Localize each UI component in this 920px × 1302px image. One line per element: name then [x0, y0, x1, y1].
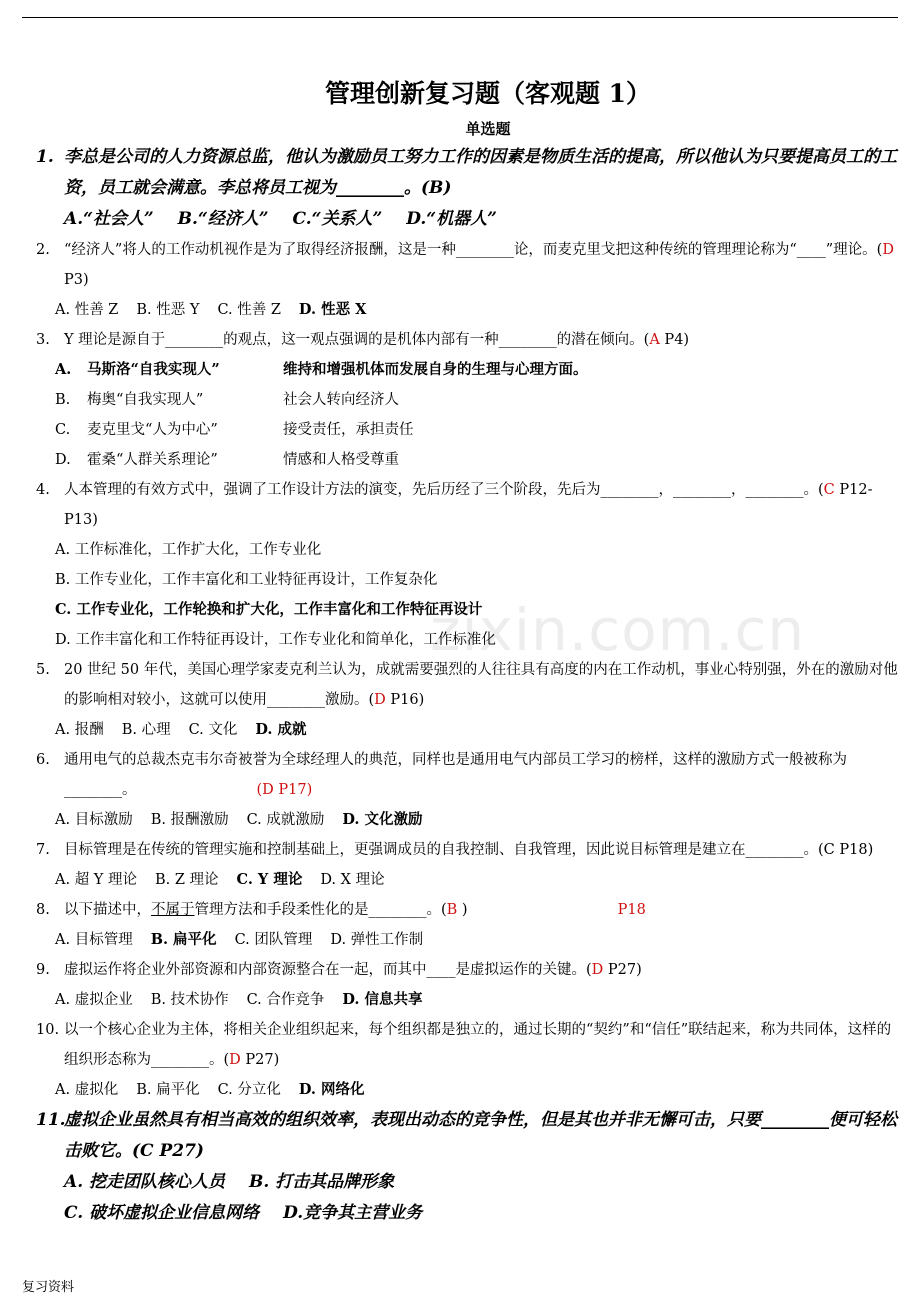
question-number: 3.	[36, 332, 50, 348]
option-a: A. 报酬	[55, 722, 104, 738]
option-d: D. 性恶 X	[298, 301, 367, 318]
page-title: 管理创新复习题（客观题 1）	[324, 79, 652, 108]
page-reference: P18	[617, 902, 646, 918]
question-stem: “经济人”将人的工作动机视作是为了取得经济报酬，这是一种________论，而麦克里戈把这种传统的管理理论称为“____”理论。(D P3)	[64, 242, 894, 288]
question-11	[36, 1105, 900, 1229]
option-a: A. 目标管理	[55, 932, 133, 948]
option-b: B. 打击其品牌形象	[249, 1172, 395, 1192]
section-title: 单选题	[465, 120, 511, 138]
option-d: D. 信息共享	[342, 991, 423, 1008]
option-b: B. 报酬激励	[150, 812, 229, 828]
header-rule	[22, 17, 898, 18]
option-c: C. 文化	[188, 722, 238, 738]
question-9	[36, 955, 900, 1015]
answer-key: (D P17)	[256, 782, 313, 798]
watermark: zixin.com.cn	[430, 596, 806, 664]
option-a: A. 工作标准化，工作扩大化，工作专业化	[55, 542, 322, 558]
option-b: B.“经济人”	[177, 209, 269, 229]
question-number: 1.	[36, 147, 54, 167]
option-c: C. 麦克里戈“人为中心” 接受责任，承担责任	[55, 422, 414, 438]
question-7	[36, 835, 900, 895]
question-stem: 以一个核心企业为主体，将相关企业组织起来，每个组织都是独立的，通过长期的“契约”和“信任”联结起来，称为共同体，这样的组织形态称为________。(D P27)	[64, 1022, 892, 1068]
question-stem: Y 理论是源自于________的观点，这一观点强调的是机体内部有一种________的潜在倾向。(A P4)	[64, 332, 690, 348]
option-c: C. 工作专业化，工作轮换和扩大化，工作丰富化和工作特征再设计	[55, 601, 483, 618]
question-number: 11.	[36, 1110, 66, 1130]
option-c: C. 团队管理	[234, 932, 313, 948]
question-stem: 人本管理的有效方式中，强调了工作设计方法的演变，先后历经了三个阶段，先后为________，________，________。(C P12-P13)	[64, 482, 873, 528]
answer-key: C	[823, 482, 835, 498]
option-d: D.“机器人”	[406, 209, 497, 229]
question-stem: 虚拟运作将企业外部资源和内部资源整合在一起，而其中____是虚拟运作的关键。(D P27)	[64, 962, 642, 978]
option-b: B. 性恶 Y	[136, 302, 200, 318]
question-4	[36, 475, 900, 655]
option-c: C. 成就激励	[246, 812, 325, 828]
option-c: C. 破坏虚拟企业信息网络	[64, 1203, 260, 1223]
option-a: A. 性善 Z	[55, 302, 119, 318]
option-b: B. 梅奥“自我实现人” 社会人转向经济人	[55, 392, 399, 408]
option-a: A.“社会人”	[64, 209, 154, 229]
question-stem: 李总是公司的人力资源总监，他认为激励员工努力工作的因素是物质生活的提高，所以他认为只要提高员工的工资，员工就会满意。李总将员工视为________。(B)	[64, 147, 897, 198]
option-a: A. 虚拟企业	[55, 992, 133, 1008]
option-d: D.竞争其主营业务	[283, 1203, 423, 1223]
option-b: B. Z 理论	[154, 872, 219, 888]
option-d: D. 成就	[255, 721, 307, 738]
option-b: B. 技术协作	[150, 992, 229, 1008]
option-c: C. 分立化	[217, 1082, 281, 1098]
answer-key: D	[229, 1052, 241, 1068]
question-number: 6.	[36, 752, 50, 768]
document-body	[36, 72, 900, 1229]
question-stem: 通用电气的总裁杰克韦尔奇被誉为全球经理人的典范，同样也是通用电气内部员工学习的榜样，这样的激励方式一般被称为________。 (D P17)	[64, 752, 847, 798]
question-5	[36, 655, 900, 745]
question-stem: 目标管理是在传统的管理实施和控制基础上，更强调成员的自我控制、自我管理，因此说目标管理是建立在________。(C P18)	[64, 842, 874, 858]
option-b: B. 工作专业化，工作丰富化和工业特征再设计，工作复杂化	[55, 572, 438, 588]
question-number: 7.	[36, 842, 50, 858]
option-a: A. 超 Y 理论	[55, 872, 137, 888]
option-d: D. X 理论	[320, 872, 385, 888]
question-stem: 以下描述中，不属于管理方法和手段柔性化的是________。(B ) P18	[64, 902, 646, 918]
footer-label: 复习资料	[22, 1280, 75, 1295]
option-d: D. 文化激励	[342, 811, 423, 828]
option-b: B. 心理	[121, 722, 171, 738]
option-d: D. 弹性工作制	[330, 932, 424, 948]
option-a: A. 马斯洛“自我实现人” 维持和增强机体而发展自身的生理与心理方面。	[55, 361, 588, 378]
option-b: B. 扁平化	[150, 931, 217, 948]
question-number: 4.	[36, 482, 50, 498]
answer-key: D	[374, 692, 386, 708]
answer-key: D	[591, 962, 604, 978]
option-d: D. 网络化	[298, 1081, 365, 1098]
question-6	[36, 745, 900, 835]
question-2	[36, 235, 900, 325]
answer-key: D	[882, 242, 894, 258]
option-d: D. 工作丰富化和工作特征再设计，工作专业化和简单化，工作标准化	[55, 632, 496, 648]
option-a: A. 虚拟化	[55, 1082, 119, 1098]
answer-key: B	[446, 902, 458, 918]
question-3	[36, 325, 900, 475]
question-number: 10.	[36, 1022, 60, 1038]
question-stem: 20 世纪 50 年代，美国心理学家麦克利兰认为，成就需要强烈的人往往具有高度的内在工作动机，事业心特别强，外在的激励对他的影响相对较小，这就可以使用________激励。(D P16)	[64, 662, 898, 708]
question-number: 8.	[36, 902, 50, 918]
option-c: C. 合作竞争	[246, 992, 325, 1008]
question-number: 9.	[36, 962, 50, 978]
option-c: C. 性善 Z	[217, 302, 281, 318]
option-c: C. Y 理论	[236, 871, 303, 888]
option-a: A. 目标激励	[55, 812, 133, 828]
question-8	[36, 895, 900, 955]
question-10	[36, 1015, 900, 1105]
option-a: A. 挖走团队核心人员	[64, 1172, 226, 1192]
question-number: 2.	[36, 242, 50, 258]
question-1	[36, 142, 900, 235]
answer-key: A	[649, 332, 660, 348]
option-c: C.“关系人”	[292, 209, 383, 229]
option-d: D. 霍桑“人群关系理论” 情感和人格受尊重	[55, 452, 399, 468]
option-b: B. 扁平化	[136, 1082, 200, 1098]
question-stem: 虚拟企业虽然具有相当高效的组织效率，表现出动态的竞争性，但是其也并非无懈可击，只要________便可轻松击败它。(C P27)	[64, 1110, 897, 1161]
question-number: 5.	[36, 662, 50, 678]
